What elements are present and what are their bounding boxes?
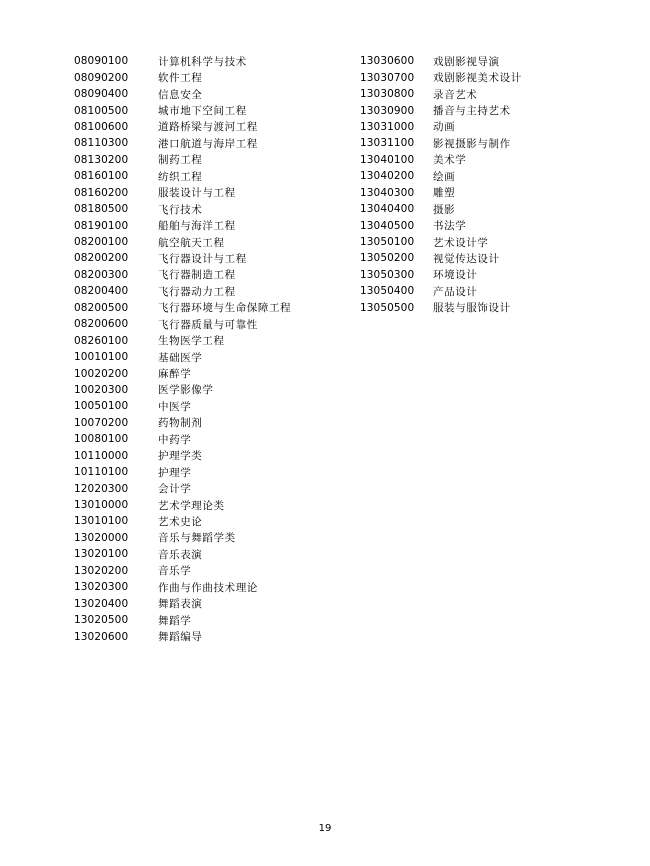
- list-item: [360, 152, 522, 168]
- major-code: 12020300: [74, 482, 129, 495]
- major-code: 13040500: [360, 219, 415, 232]
- major-name: 舞蹈编导: [158, 631, 203, 644]
- list-item: [360, 119, 522, 135]
- list-item: [74, 546, 291, 562]
- major-name: 航空航天工程: [158, 236, 225, 249]
- major-code: 13050300: [360, 268, 415, 281]
- major-name: 录音艺术: [433, 88, 478, 101]
- major-code: 13020000: [74, 531, 129, 544]
- major-code: 10010100: [74, 351, 129, 364]
- list-item: [74, 382, 291, 398]
- page-number: 19: [318, 823, 332, 834]
- list-item: [74, 267, 291, 283]
- major-code: 08200500: [74, 301, 129, 314]
- major-code: 08260100: [74, 334, 129, 347]
- major-code: 08200200: [74, 252, 129, 265]
- list-item: [74, 185, 291, 201]
- list-item: [74, 201, 291, 217]
- major-code: 13010000: [74, 499, 129, 512]
- list-item: [74, 513, 291, 529]
- list-item: [74, 628, 291, 644]
- major-code: 13010100: [74, 515, 129, 528]
- major-code: 13050100: [360, 236, 415, 249]
- major-name: 软件工程: [158, 72, 203, 85]
- list-item: [74, 480, 291, 496]
- major-name: 纺织工程: [158, 170, 203, 183]
- list-item: [74, 563, 291, 579]
- major-name: 医学影像学: [158, 384, 214, 397]
- list-item: [360, 53, 522, 69]
- major-name: 动画: [433, 121, 456, 134]
- major-name: 信息安全: [158, 88, 203, 101]
- major-name: 作曲与作曲技术理论: [158, 581, 258, 594]
- list-item: [74, 415, 291, 431]
- major-name: 音乐表演: [158, 548, 203, 561]
- major-code: 08180500: [74, 203, 129, 216]
- major-code: 13020300: [74, 581, 129, 594]
- major-name: 城市地下空间工程: [158, 105, 247, 118]
- right-column: [360, 53, 522, 316]
- major-name: 道路桥梁与渡河工程: [158, 121, 258, 134]
- list-item: [360, 283, 522, 299]
- major-code: 08090200: [74, 71, 129, 84]
- list-item: [74, 497, 291, 513]
- major-name: 中药学: [158, 433, 192, 446]
- list-item: [74, 135, 291, 151]
- list-item: [74, 300, 291, 316]
- major-code: 13050500: [360, 301, 415, 314]
- list-item: [74, 530, 291, 546]
- major-name: 会计学: [158, 483, 192, 496]
- list-item: [74, 464, 291, 480]
- major-name: 护理学: [158, 466, 192, 479]
- list-item: [74, 448, 291, 464]
- major-name: 播音与主持艺术: [433, 105, 511, 118]
- list-item: [74, 349, 291, 365]
- major-name: 产品设计: [433, 285, 478, 298]
- major-code: 08200300: [74, 268, 129, 281]
- major-name: 船舶与海洋工程: [158, 220, 236, 233]
- list-item: [74, 398, 291, 414]
- list-item: [360, 300, 522, 316]
- major-code: 08200600: [74, 318, 129, 331]
- major-name: 飞行器动力工程: [158, 285, 236, 298]
- major-name: 视觉传达设计: [433, 252, 500, 265]
- list-item: [74, 431, 291, 447]
- major-name: 药物制剂: [158, 417, 203, 430]
- major-name: 麻醉学: [158, 368, 192, 381]
- list-item: [74, 69, 291, 85]
- major-code: 08200100: [74, 236, 129, 249]
- major-code: 13050400: [360, 285, 415, 298]
- list-item: [74, 612, 291, 628]
- major-code: 13020100: [74, 548, 129, 561]
- list-item: [74, 102, 291, 118]
- major-name: 飞行器质量与可靠性: [158, 318, 258, 331]
- major-name: 环境设计: [433, 269, 478, 282]
- major-name: 服装与服饰设计: [433, 302, 511, 315]
- list-item: [74, 217, 291, 233]
- major-code: 08130200: [74, 153, 129, 166]
- major-code: 10110100: [74, 466, 129, 479]
- major-name: 书法学: [433, 220, 467, 233]
- major-name: 生物医学工程: [158, 335, 225, 348]
- major-name: 音乐与舞蹈学类: [158, 532, 236, 545]
- list-item: [360, 102, 522, 118]
- major-name: 绘画: [433, 170, 456, 183]
- major-code: 08090100: [74, 55, 129, 68]
- major-name: 舞蹈表演: [158, 598, 203, 611]
- major-name: 戏剧影视美术设计: [433, 72, 522, 85]
- major-code: 08160200: [74, 186, 129, 199]
- major-name: 飞行技术: [158, 203, 203, 216]
- major-code: 13040100: [360, 153, 415, 166]
- major-name: 摄影: [433, 203, 456, 216]
- list-item: [360, 135, 522, 151]
- list-item: [74, 595, 291, 611]
- list-item: [74, 86, 291, 102]
- list-item: [74, 316, 291, 332]
- major-name: 飞行器环境与生命保障工程: [158, 302, 292, 315]
- major-code: 13031000: [360, 120, 415, 133]
- list-item: [360, 69, 522, 85]
- major-name: 基础医学: [158, 351, 203, 364]
- major-name: 飞行器制造工程: [158, 269, 236, 282]
- major-name: 港口航道与海岸工程: [158, 137, 258, 150]
- major-code: 08100500: [74, 104, 129, 117]
- major-name: 飞行器设计与工程: [158, 252, 247, 265]
- major-code: 08090400: [74, 88, 129, 101]
- major-name: 艺术设计学: [433, 236, 489, 249]
- list-item: [74, 53, 291, 69]
- list-item: [74, 365, 291, 381]
- major-code: 13030600: [360, 55, 415, 68]
- major-name: 影视摄影与制作: [433, 137, 511, 150]
- major-code: 13030800: [360, 88, 415, 101]
- list-item: [74, 234, 291, 250]
- major-name: 舞蹈学: [158, 614, 192, 627]
- major-name: 制药工程: [158, 154, 203, 167]
- major-code: 08110300: [74, 137, 129, 150]
- list-item: [74, 119, 291, 135]
- major-name: 艺术史论: [158, 515, 203, 528]
- list-item: [74, 579, 291, 595]
- major-name: 音乐学: [158, 565, 192, 578]
- major-code: 08100600: [74, 120, 129, 133]
- list-item: [74, 332, 291, 348]
- list-item: [360, 185, 522, 201]
- list-item: [74, 168, 291, 184]
- major-code: 10020200: [74, 367, 129, 380]
- major-name: 护理学类: [158, 450, 203, 463]
- major-name: 美术学: [433, 154, 467, 167]
- list-item: [74, 283, 291, 299]
- major-code: 13020500: [74, 614, 129, 627]
- major-name: 中医学: [158, 400, 192, 413]
- major-code: 13040200: [360, 170, 415, 183]
- major-code: 10080100: [74, 433, 129, 446]
- list-item: [360, 217, 522, 233]
- list-item: [360, 201, 522, 217]
- major-code: 13020200: [74, 564, 129, 577]
- major-code: 10020300: [74, 383, 129, 396]
- major-code: 13030900: [360, 104, 415, 117]
- major-name: 雕塑: [433, 187, 456, 200]
- major-name: 戏剧影视导演: [433, 55, 500, 68]
- list-item: [360, 168, 522, 184]
- major-name: 计算机科学与技术: [158, 55, 247, 68]
- major-code: 10070200: [74, 416, 129, 429]
- major-code: 13050200: [360, 252, 415, 265]
- list-item: [360, 250, 522, 266]
- major-code: 13030700: [360, 71, 415, 84]
- major-name: 服装设计与工程: [158, 187, 236, 200]
- list-item: [360, 267, 522, 283]
- major-code: 10110000: [74, 449, 129, 462]
- major-code: 13020600: [74, 630, 129, 643]
- list-item: [74, 152, 291, 168]
- major-code: 08160100: [74, 170, 129, 183]
- list-item: [360, 234, 522, 250]
- major-code: 13040400: [360, 203, 415, 216]
- list-item: [360, 86, 522, 102]
- major-code: 13031100: [360, 137, 415, 150]
- list-item: [74, 250, 291, 266]
- left-column: [74, 53, 291, 645]
- major-name: 艺术学理论类: [158, 499, 225, 512]
- major-code: 13040300: [360, 186, 415, 199]
- major-code: 10050100: [74, 400, 129, 413]
- major-code: 08190100: [74, 219, 129, 232]
- major-code: 13020400: [74, 597, 129, 610]
- major-code: 08200400: [74, 285, 129, 298]
